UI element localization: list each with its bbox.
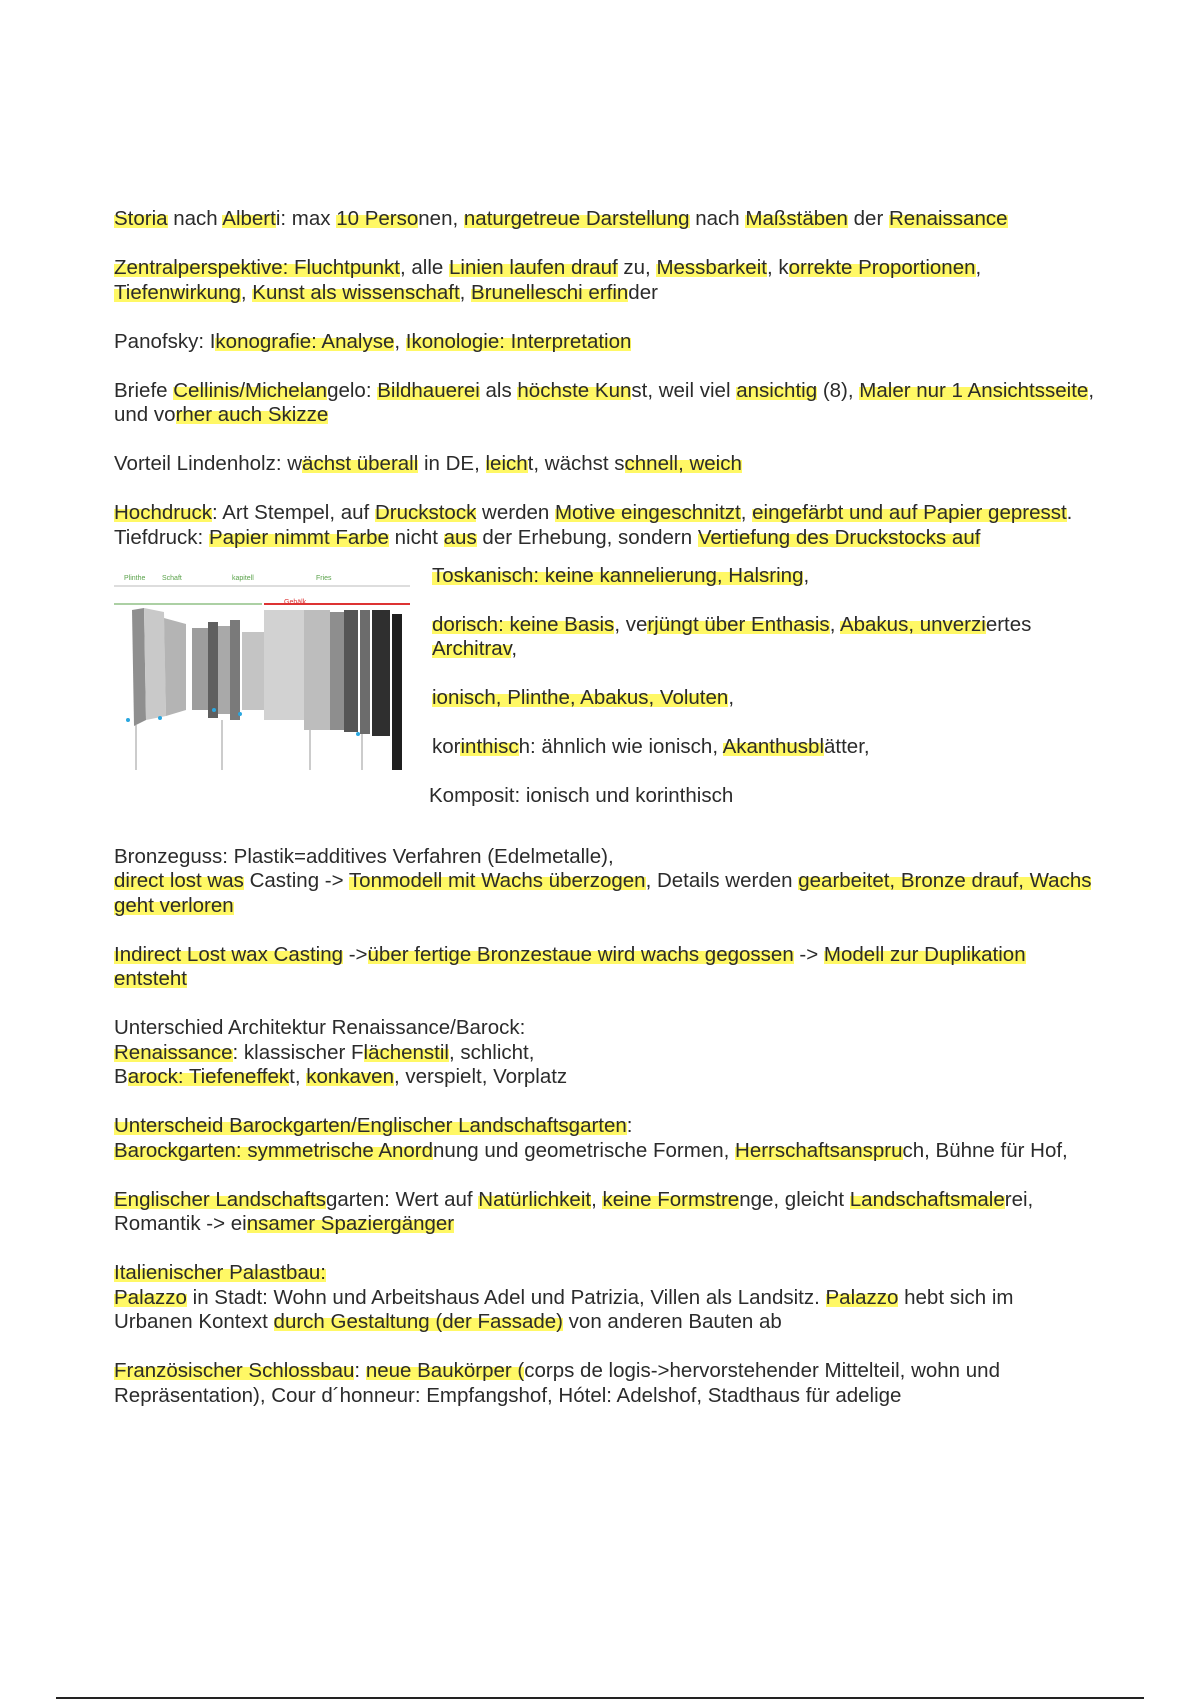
text-run: ch, Bühne für Hof, (902, 1138, 1068, 1162)
text-run: i: max (275, 207, 337, 230)
highlighted-text: konografie: Analyse (215, 329, 395, 353)
text-run: t, (289, 1065, 307, 1088)
highlighted-text: Ikonologie: Interpretation (405, 329, 632, 353)
text-run: (8), (817, 378, 860, 402)
text-run: , (459, 280, 472, 304)
text-run: : (626, 1114, 633, 1137)
highlighted-text: Messbarkeit (656, 256, 767, 279)
highlighted-text: Barockgarten: symmetrische Anord (114, 1138, 434, 1162)
paragraphs_top-paragraph (114, 207, 1094, 232)
paragraphs_top-paragraph (114, 256, 1094, 305)
label-fries: Fries (316, 574, 332, 582)
text-run: hebt sich im Urbanen Kontext (114, 1285, 1014, 1333)
highlighted-text: orrekte Proportionen (788, 256, 976, 279)
highlighted-text: ansichtig (736, 378, 818, 402)
column_orders-paragraph (432, 686, 1094, 711)
highlighted-text: Renaissance (114, 1040, 233, 1064)
text-run: nge, gleicht (739, 1187, 850, 1211)
highlighted-text: Italienischer Palastbau: (114, 1261, 326, 1284)
highlighted-text: ächst überall (302, 452, 419, 475)
paragraphs_bottom-paragraph (114, 1114, 1094, 1163)
highlighted-text: Palazzo (825, 1285, 899, 1309)
highlighted-text: über fertige Bronzestaue wird wachs gegossen (367, 942, 794, 966)
column-orders-section (114, 564, 1094, 833)
highlighted-text: Toskanisch: keine kannelierung, Halsring (432, 563, 804, 587)
highlighted-text: Zentralperspektive: Fluchtpunkt (114, 256, 400, 279)
highlighted-text: ionisch, Plinthe, Abakus, Voluten (432, 686, 729, 709)
highlighted-text: Abakus, unverzi (839, 612, 986, 636)
text-run: , (240, 280, 253, 304)
text-run: ertes (985, 612, 1032, 636)
highlighted-text: leich (485, 452, 528, 475)
highlighted-text: naturgetreue Darstellung (463, 207, 690, 230)
text-run: , (829, 612, 840, 636)
text-run: , schlicht, (448, 1040, 535, 1064)
highlighted-text: Papier nimmt Farbe (208, 525, 389, 549)
text-run: , (975, 256, 982, 279)
highlighted-text: aus (443, 525, 477, 549)
highlighted-text: rher auch Skizze (175, 403, 329, 426)
text-run: gelo: (327, 378, 378, 402)
text-run: werden (476, 501, 555, 524)
paragraphs_bottom-paragraph (114, 1016, 1094, 1090)
highlighted-text: Cellinis/Michelan (173, 378, 328, 402)
highlighted-text: Herrschaftsanspru (735, 1138, 903, 1162)
highlighted-text: Architrav (432, 637, 512, 660)
highlighted-text: Kunst als wissenschaft (252, 280, 460, 304)
text-run: Casting -> (243, 869, 349, 892)
page-bottom-rule (56, 1697, 1144, 1699)
paragraphs_bottom-paragraph (114, 845, 1094, 919)
paragraphs_top-paragraph (114, 379, 1094, 428)
highlighted-text: Landschaftsmale (849, 1187, 1005, 1211)
label-schaft: Schaft (162, 574, 182, 582)
highlighted-text: Linien laufen drauf (449, 256, 618, 279)
highlighted-text: Palazzo (114, 1285, 187, 1309)
text-run: corps de logis->hervorstehender Mittelteil, wohn und Repräsentation), Cour d´honneur: Empfangshof, Hótel: Adelshof, Stadthaus für adelige (114, 1359, 1000, 1407)
text-run: , (740, 501, 753, 524)
text-run: : (354, 1359, 366, 1382)
highlighted-text: inthisc (460, 735, 519, 758)
text-run: nach (689, 207, 746, 230)
highlighted-text: durch Gestaltung (der Fassade) (273, 1310, 563, 1333)
paragraphs_bottom-paragraph (114, 1261, 1094, 1335)
column_orders-paragraph (429, 784, 1094, 809)
highlighted-text: Maßstäben (745, 207, 848, 230)
text-run: nicht (388, 525, 444, 549)
text-run: ätter, (824, 735, 870, 758)
highlighted-text: Brunelleschi erfin (471, 280, 629, 304)
label-kapitell: kapitell (232, 574, 254, 582)
text-run: , k (766, 256, 789, 279)
text-run: nach (167, 207, 223, 230)
text-run: . Tiefdruck: (114, 501, 1073, 549)
text-run: zu, (617, 256, 657, 279)
highlighted-text: Natürlichkeit (478, 1187, 592, 1211)
text-run: , (728, 686, 735, 709)
column_orders-paragraph (432, 613, 1094, 662)
text-run: , (591, 1187, 603, 1211)
text-run: rei, Romantik -> ei (114, 1187, 1034, 1235)
highlighted-text: Storia (114, 207, 168, 230)
highlighted-text: höchste Kun (517, 378, 632, 402)
text-run: : klassischer F (232, 1040, 364, 1064)
text-run: -> (343, 942, 368, 966)
highlighted-text: keine Formstre (602, 1187, 740, 1211)
text-run: der (847, 207, 889, 230)
text-run: der Erhebung, sondern (476, 525, 698, 549)
text-run: : Art Stempel, auf (212, 501, 375, 524)
text-run: B (114, 1065, 128, 1088)
highlighted-text: rjüngt über Enthasis (647, 612, 830, 636)
paragraphs-bottom (114, 845, 1094, 1409)
text-run: garten: Wert auf (325, 1187, 479, 1211)
text-run: Briefe (114, 378, 174, 402)
text-run: st, weil viel (631, 378, 737, 402)
text-run: nen, (418, 207, 464, 230)
highlighted-text: arock: Tiefeneffek (127, 1065, 290, 1088)
text-run: kor (432, 735, 461, 758)
text-run: , alle (400, 256, 449, 279)
label-gebalk: Gebälk (284, 598, 307, 606)
highlighted-text: Albert (222, 207, 276, 230)
highlighted-text: direct lost was (114, 869, 244, 892)
text-run: -> (793, 942, 824, 966)
highlighted-text: 10 Perso (336, 207, 419, 230)
text-run: der (628, 280, 658, 304)
text-run: in Stadt: Wohn und Arbeitshaus Adel und Patrizia, Villen als Landsitz. (186, 1285, 826, 1309)
text-run: in DE, (418, 452, 486, 475)
highlighted-text: Indirect Lost wax Casting (114, 942, 344, 966)
column-orders-figure (114, 570, 410, 770)
highlighted-text: Englischer Landschafts (114, 1187, 326, 1211)
text-run: Vorteil Lindenholz: w (114, 452, 303, 475)
highlighted-text: Französischer Schlossbau (114, 1359, 355, 1382)
highlighted-text: Druckstock (374, 501, 477, 524)
highlighted-text: Tiefenwirkung (114, 280, 241, 304)
paragraphs_top-paragraph (114, 452, 1094, 477)
highlighted-text: Akanthusbl (722, 735, 825, 758)
text-run: , ve (614, 612, 648, 636)
paragraphs-top (114, 207, 1094, 550)
highlighted-text: nsamer Spaziergänger (246, 1212, 455, 1235)
text-run: , (394, 329, 406, 353)
text-run: Bronzeguss: Plastik=additives Verfahren (Edelmetalle), (114, 844, 614, 868)
text-run: , (803, 563, 810, 587)
highlighted-text: Motive eingeschnitzt (554, 501, 741, 524)
text-run: , verspielt, Vorplatz (393, 1065, 568, 1088)
text-run: als (479, 378, 518, 402)
text-run: h: ähnlich wie ionisch, (518, 735, 723, 758)
text-run: , (511, 637, 518, 660)
highlighted-text: dorisch: keine Basis (432, 612, 615, 636)
highlighted-text: Bildhauerei (377, 378, 480, 402)
paragraphs_bottom-paragraph (114, 1188, 1094, 1237)
text-run: , Details werden (645, 869, 799, 892)
text-run: , und vo (114, 378, 1095, 426)
paragraphs_top-paragraph (114, 330, 1094, 355)
text-run: t, wächst s (527, 452, 625, 475)
label-plinthe: Plinthe (124, 574, 146, 582)
highlighted-text: Hochdruck (114, 501, 212, 524)
column_orders-paragraph (432, 735, 1094, 760)
highlighted-text: Tonmodell mit Wachs überzogen (348, 869, 646, 892)
text-run: nung und geometrische Formen, (433, 1138, 736, 1162)
paragraphs_top-paragraph (114, 501, 1094, 550)
highlighted-text: konkaven (306, 1065, 394, 1088)
document-body (114, 207, 1094, 1433)
highlighted-text: Unterscheid Barockgarten/Englischer Landschaftsgarten (114, 1114, 627, 1137)
highlighted-text: lächenstil (363, 1040, 449, 1064)
highlighted-text: gearbeitet, Bronze drauf, Wachs geht verloren (114, 869, 1092, 917)
text-run: Unterschied Architektur Renaissance/Barock: (114, 1016, 526, 1039)
highlighted-text: chnell, weich (624, 452, 742, 475)
text-run: von anderen Bauten ab (562, 1310, 782, 1333)
text-run: Panofsky: I (114, 329, 216, 353)
highlighted-text: Modell zur Duplikation entsteht (114, 942, 1026, 990)
highlighted-text: Maler nur 1 Ansichtsseite (859, 378, 1089, 402)
text-run: Komposit: ionisch und korinthisch (429, 784, 734, 807)
paragraphs_bottom-paragraph (114, 943, 1094, 992)
column_orders-paragraph (432, 564, 1094, 589)
highlighted-text: Renaissance (888, 207, 1008, 230)
column-orders-list (429, 563, 1094, 834)
paragraphs_bottom-paragraph (114, 1359, 1094, 1408)
highlighted-text: eingefärbt und auf Papier gepresst (752, 501, 1067, 524)
highlighted-text: neue Baukörper ( (365, 1359, 525, 1382)
highlighted-text: Vertiefung des Druckstocks auf (697, 525, 981, 549)
